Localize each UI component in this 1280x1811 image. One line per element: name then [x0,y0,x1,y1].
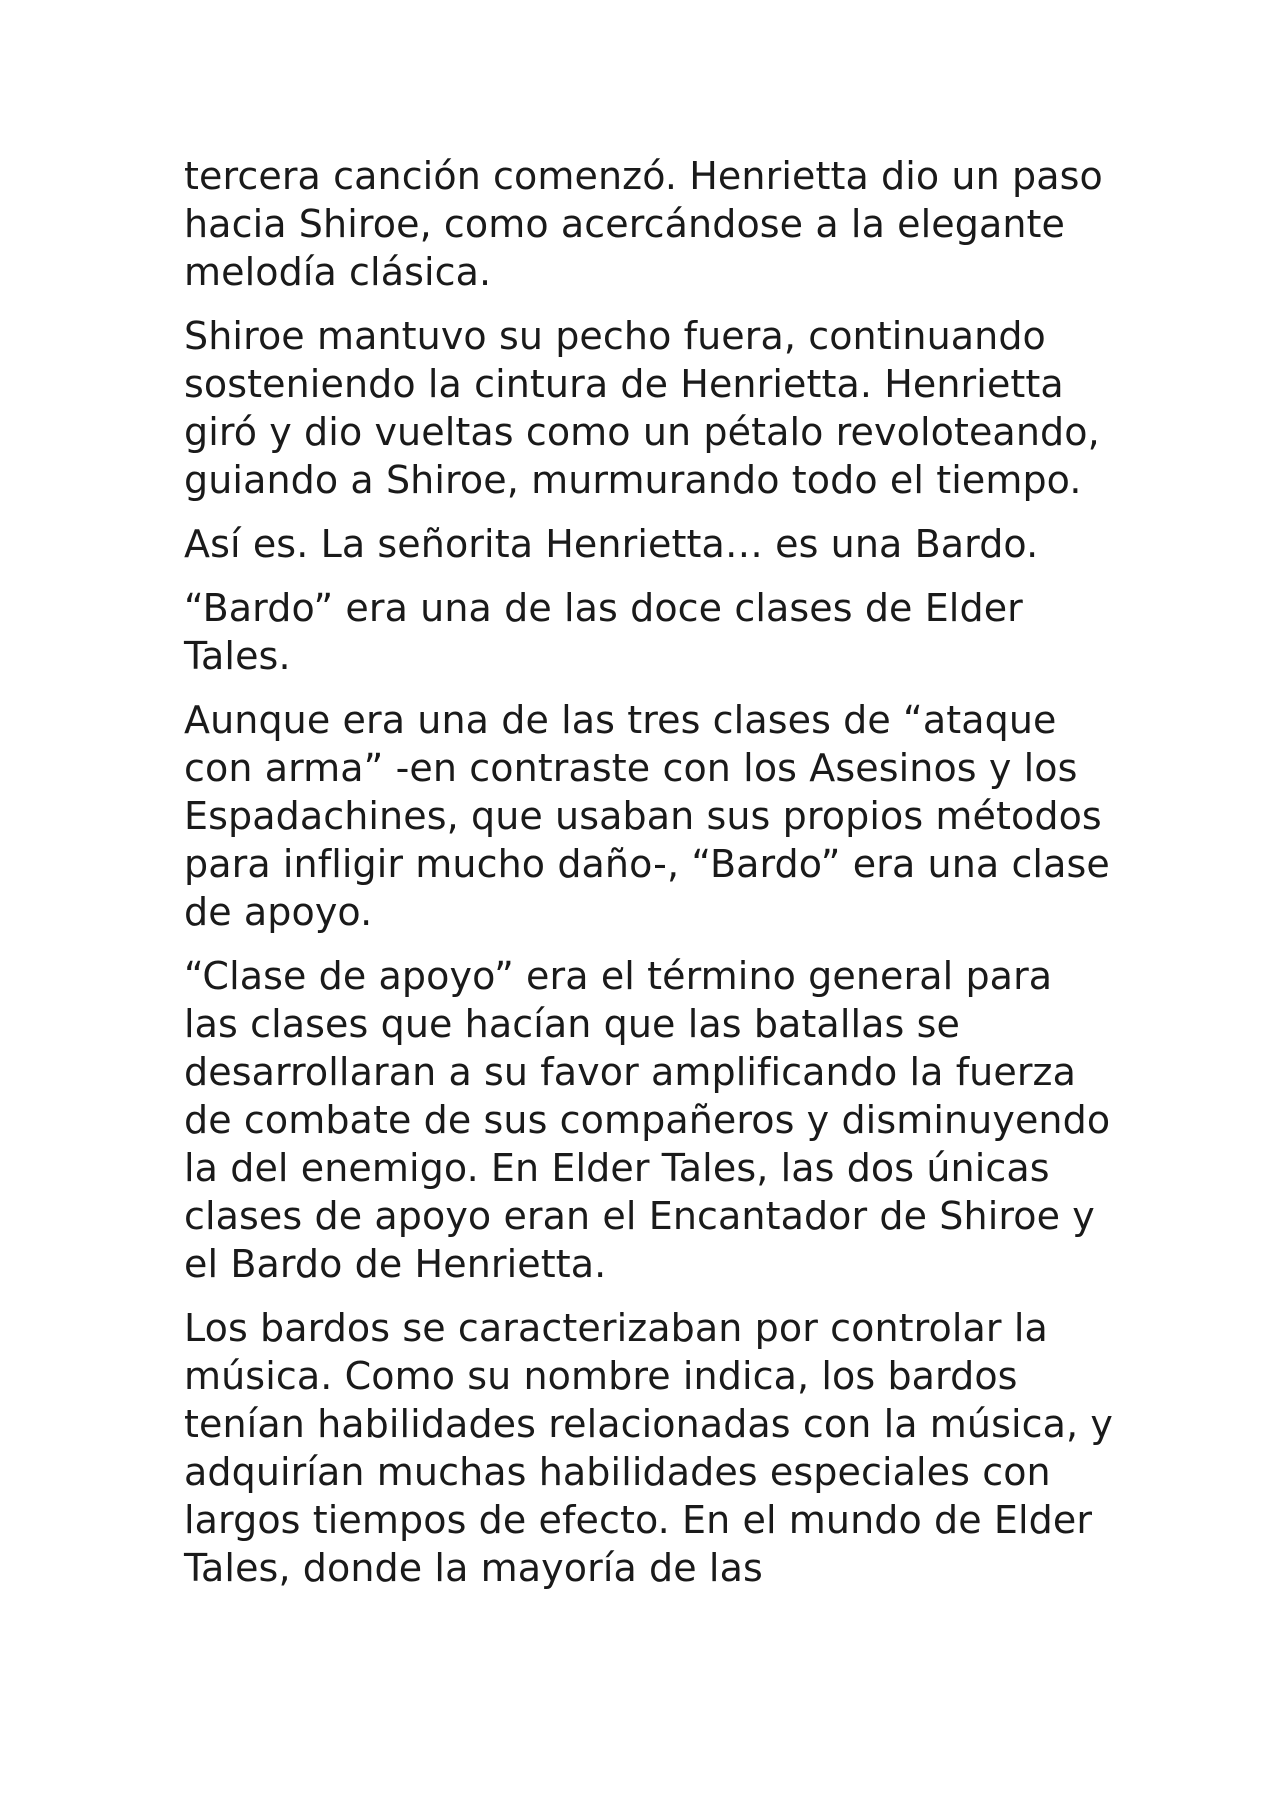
text-body [184,152,1114,1608]
paragraph-1: tercera canción comenzó. Henrietta dio un paso hacia Shiroe, como acercándose a la elegante melodía clásica. [184,154,1103,294]
paragraph-3: Así es. La señorita Henrietta… es una Bardo. [184,522,1039,566]
paragraph-7: Los bardos se caracterizaban por controlar la música. Como su nombre indica, los bardos tenían habilidades relacionadas con la música, y adquirían muchas habilidades especiales con largos tiempos de efecto. En el mundo de Elder Tales, donde la mayoría de las [184,1306,1113,1590]
paragraph-5: Aunque era una de las tres clases de “ataque con arma” -en contraste con los Asesinos y los Espadachines, que usaban sus propios métodos para infligir mucho daño-, “Bardo” era una clase de apoyo. [184,698,1110,934]
paragraph-6: “Clase de apoyo” era el término general para las clases que hacían que las batallas se desarrollaran a su favor amplificando la fuerza de combate de sus compañeros y disminuyendo la del enemigo. En Elder Tales, las dos únicas clases de apoyo eran el Encantador de Shiroe y el Bardo de Henrietta. [184,954,1111,1286]
paragraph-4: “Bardo” era una de las doce clases de Elder Tales. [184,586,1023,678]
paragraph-2: Shiroe mantuvo su pecho fuera, continuando sosteniendo la cintura de Henrietta. Henrietta giró y dio vueltas como un pétalo revoloteando, guiando a Shiroe, murmurando todo el tiempo. [184,314,1100,502]
